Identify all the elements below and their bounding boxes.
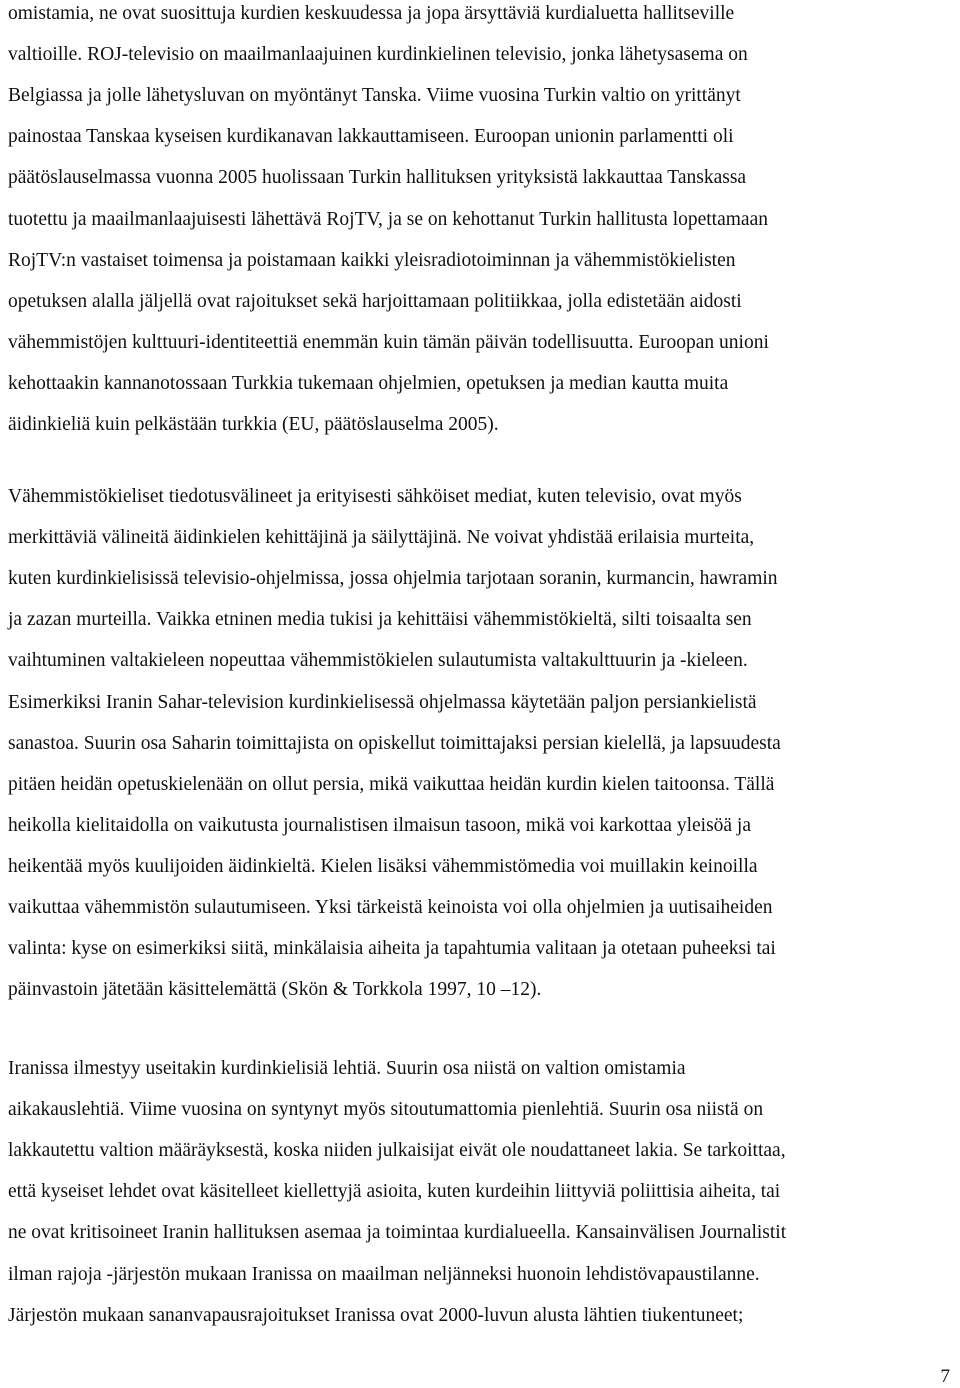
text-line: kehottaakin kannanotossaan Turkkia tukemaan ohjelmien, opetuksen ja median kautta muita [8,372,729,394]
page-number: 7 [940,1366,950,1387]
text-line: merkittäviä välineitä äidinkielen kehittäjinä ja säilyttäjinä. Ne voivat yhdistää erilaisia murteita, [8,527,755,549]
text-line: painostaa Tanskaa kyseisen kurdikanavan lakkauttamiseen. Euroopan unionin parlamentti oli [8,126,734,148]
text-line: ne ovat kritisoineet Iranin hallituksen asemaa ja toimintaa kurdialueella. Kansainvälisen Journalistit [8,1222,787,1244]
text-line: omistamia, ne ovat suosittuja kurdien keskuudessa ja jopa ärsyttäviä kurdialuetta hallitseville [8,3,735,24]
text-line: päätöslauselmassa vuonna 2005 huolissaan Turkin hallituksen yrityksistä lakkauttaa Tanskassa [8,167,747,189]
text-line: että kyseiset lehdet ovat käsitelleet kiellettyjä asioita, kuten kurdeihin liittyviä poliittisia aiheita, tai [8,1181,781,1203]
text-line: tuotettu ja maailmanlaajuisesti lähettävä RojTV, ja se on kehottanut Turkin hallitusta lopettamaan [8,208,768,230]
text-line: Vähemmistökieliset tiedotusvälineet ja erityisesti sähköiset mediat, kuten televisio, ovat myös [8,486,742,507]
text-line: aikakauslehtiä. Viime vuosina on syntynyt myös sitoutumattomia pienlehtiä. Suurin osa niistä on [8,1099,764,1121]
text-line: heikentää myös kuulijoiden äidinkieltä. Kielen lisäksi vähemmistömedia voi muillakin keinoilla [8,855,758,877]
text-line: Iranissa ilmestyy useitakin kurdinkielisiä lehtiä. Suurin osa niistä on valtion omistamia [8,1058,686,1079]
text-line: ja zazan murteilla. Vaikka etninen media tukisi ja kehittäisi vähemmistökieltä, silti toisaalta sen [8,609,752,631]
text-line: ilman rajoja -järjestön mukaan Iranissa on maailman neljänneksi huonoin lehdistövapaustilanne. [8,1263,760,1285]
text-line: Esimerkiksi Iranin Sahar-television kurdinkielisessä ohjelmassa käytetään paljon persiankielistä [8,691,757,713]
text-line: kuten kurdinkielisissä televisio-ohjelmissa, jossa ohjelmia tarjotaan soranin, kurmancin, hawramin [8,568,778,590]
text-line: heikolla kielitaidolla on vaikutusta journalistisen ilmaisun tasoon, mikä voi karkottaa yleisöä ja [8,814,752,836]
text-line: vähemmistöjen kulttuuri-identiteettiä enemmän kuin tämän päivän todellisuutta. Euroopan unioni [8,331,769,353]
text-line: vaikuttaa vähemmistön sulautumiseen. Yksi tärkeistä keinoista voi olla ohjelmien ja uutisaiheiden [8,897,773,918]
text-line: päinvastoin jätetään käsittelemättä (Skön & Torkkola 1997, 10 –12). [8,979,542,1001]
text-line: lakkautettu valtion määräyksestä, koska niiden julkaisijat eivät ole noudattaneet lakia. Se tarkoittaa, [8,1140,786,1162]
text-line: opetuksen alalla jäljellä ovat rajoitukset sekä harjoittamaan politiikkaa, jolla edistetään aidosti [8,290,742,312]
text-line: äidinkieliä kuin pelkästään turkkia (EU, päätöslauselma 2005). [8,414,499,435]
text-line: valtioille. ROJ-televisio on maailmanlaajuinen kurdinkielinen televisio, jonka lähetysasema on [8,44,748,66]
text-line: RojTV:n vastaiset toimensa ja poistamaan kaikki yleisradiotoiminnan ja vähemmistökielisten [8,249,736,271]
text-line: pitäen heidän opetuskielenään on ollut persia, mikä vaikuttaa heidän kurdin kielen taitoonsa. Tällä [8,773,775,795]
text-line: Järjestön mukaan sananvapausrajoitukset Iranissa ovat 2000-luvun alusta lähtien tiukentuneet; [8,1304,744,1326]
text-line: valinta: kyse on esimerkiksi siitä, minkälaisia aiheita ja tapahtumia valitaan ja otetaan puheeksi tai [8,938,776,960]
text-line: sanastoa. Suurin osa Saharin toimittajista on opiskellut toimittajaksi persian kielellä, ja lapsuudesta [8,732,781,754]
text-line: Belgiassa ja jolle lähetysluvan on myöntänyt Tanska. Viime vuosina Turkin valtio on yrittänyt [8,85,741,107]
text-line: vaihtuminen valtakieleen nopeuttaa vähemmistökielen sulautumista valtakulttuurin ja -kieleen. [8,650,748,672]
